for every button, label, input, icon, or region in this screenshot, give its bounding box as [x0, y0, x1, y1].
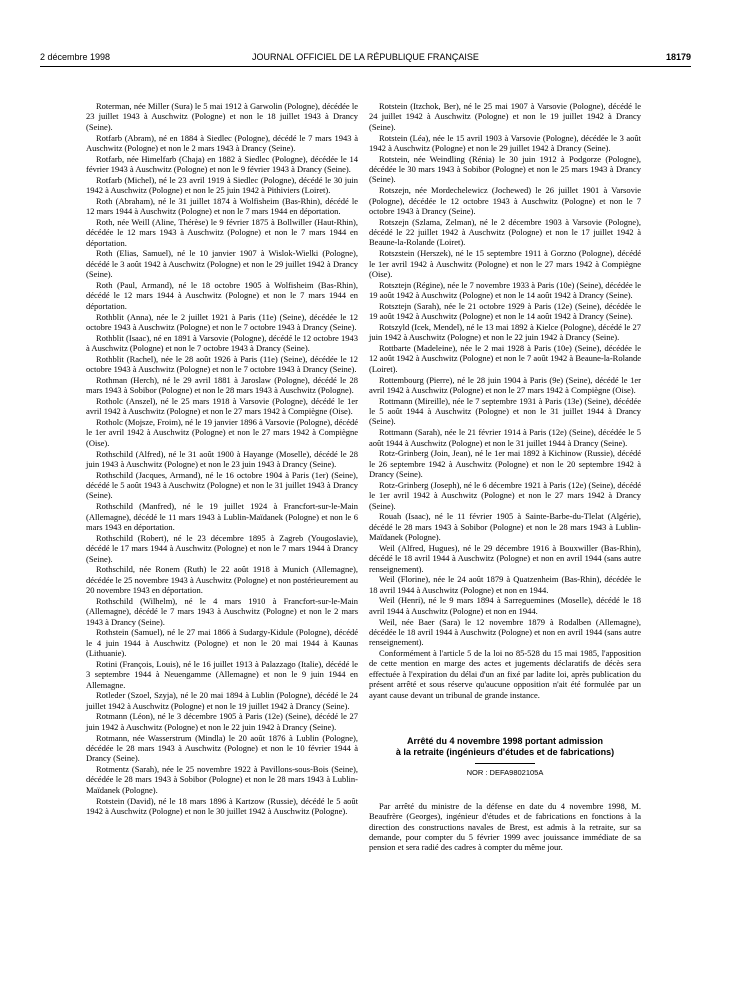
record-entry: Weil (Henri), né le 9 mars 1894 à Sarreguemines (Moselle), décédé le 18 avril 1944 à Auschwitz (Pologne) et non en 1944.	[369, 595, 641, 616]
record-entry: Rotszejn, née Mordechelewicz (Jochewed) le 26 juillet 1901 à Varsovie (Pologne), décédée le 12 octobre 1943 à Auschwitz (Pologne) et non le 7 octobre 1943 à Drancy (Seine).	[369, 185, 641, 216]
nor-text: NOR : DEFA9802105A	[466, 768, 544, 778]
record-entry: Rothschild (Manfred), né le 19 juillet 1924 à Francfort-sur-le-Main (Allemagne), décédé le 11 mars 1943 à Lublin-Maïdanek (Pologne) et non le 6 mars 1943 en déportation.	[86, 501, 358, 532]
record-entry: Roth (Abraham), né le 31 juillet 1874 à Wolfisheim (Bas-Rhin), décédé le 12 mars 1944 à Auschwitz (Pologne) et non le 7 mars 1944 en déportation.	[86, 195, 358, 217]
record-entry: Rottembourg (Pierre), né le 28 juin 1904 à Paris (9e) (Seine), décédé le 1er avril 1942 à Auschwitz (Pologne) et non le 27 mars 1942 à Compiègne (Oise).	[369, 374, 641, 395]
record-entry: Roterman, née Miller (Sura) le 5 mai 1912 à Garwolin (Pologne), décédée le 23 juillet 1943 à Auschwitz (Pologne) et non le 18 juillet 1943 à Drancy (Seine).	[86, 101, 358, 132]
left-column	[86, 101, 358, 817]
record-entry: Rotholc (Anszel), né le 25 mars 1918 à Varsovie (Pologne), décédé le 1er avril 1942 à Auschwitz (Pologne) et non le 27 mars 1942 à Compiègne (Oise).	[86, 395, 358, 417]
record-entry: Rotsztejn (Sarah), née le 21 octobre 1929 à Paris (12e) (Seine), décédée le 19 août 1942 à Auschwitz (Pologne) et non le 14 août 1942 à Drancy (Seine).	[369, 300, 641, 322]
page-header	[40, 52, 691, 66]
arrete-title-line-1: Arrêté du 4 novembre 1998 portant admission	[406, 736, 604, 747]
record-entry: Roth (Elias, Samuel), né le 10 janvier 1907 à Wislok-Wielki (Pologne), décédé le 3 août 1942 à Auschwitz (Pologne) et non le 29 juillet 1942 à Drancy (Seine).	[86, 248, 358, 280]
arrete-title	[369, 736, 641, 758]
record-entry: Rottmann (Mireille), née le 7 septembre 1931 à Paris (13e) (Seine), décédée le 5 août 1944 à Auschwitz (Pologne) et non le 31 juillet 1944 à Drancy (Seine).	[369, 395, 641, 427]
record-entry: Rotsztejn (Régine), née le 7 novembre 1933 à Paris (10e) (Seine), décédée le 19 août 1942 à Auschwitz (Pologne) et non le 14 août 1942 à Drancy (Seine).	[369, 279, 641, 301]
record-entry: Rothblit (Isaac), né en 1891 à Varsovie (Pologne), décédé le 12 octobre 1943 à Auschwitz (Pologne) et non le 7 octobre 1943 à Drancy (Seine).	[86, 332, 358, 354]
record-entry: Weil (Alfred, Hugues), né le 29 décembre 1916 à Bouxwiller (Bas-Rhin), décédé le 18 avril 1944 à Auschwitz (Pologne) et non en avril 1944 (sans autre renseignement).	[369, 542, 641, 574]
record-entry: Rotfarb (Abram), né en 1884 à Siedlec (Pologne), décédé le 7 mars 1943 à Auschwitz (Pologne) et non le 2 mars 1943 à Drancy (Seine).	[86, 132, 358, 153]
record-entry: Rotstein (David), né le 18 mars 1896 à Kartzow (Russie), décédé le 5 août 1942 à Auschwitz (Pologne) et non le 30 juillet 1942 à Auschwitz (Pologne).	[86, 795, 358, 816]
header-title: JOURNAL OFFICIEL DE LA RÉPUBLIQUE FRANÇAISE	[252, 52, 479, 62]
record-entry: Weil (Florine), née le 24 août 1879 à Quatzenheim (Bas-Rhin), décédée le 18 avril 1944 à Auschwitz (Pologne) et non en 1944.	[369, 574, 641, 595]
header-rule	[40, 66, 691, 67]
header-page-number: 18179	[665, 52, 691, 62]
record-entry: Rothblit (Anna), née le 2 juillet 1921 à Paris (11e) (Seine), décédée le 12 octobre 1943 à Auschwitz (Pologne) et non le 7 octobre 1943 à Drancy (Seine).	[86, 311, 358, 332]
record-entry: Rotszstein (Herszek), né le 15 septembre 1911 à Gorzno (Pologne), décédé le 1er avril 1942 à Auschwitz (Pologne) et non le 27 mars 1942 à Compiègne (Oise).	[369, 248, 641, 279]
arrete-title-line-2: à la retraite (ingénieurs d'études et de fabrications)	[395, 747, 615, 758]
record-entry: Rotfarb, née Himelfarb (Chaja) en 1882 à Siedlec (Pologne), décédée le 14 février 1943 à Auschwitz (Pologne) et non le 9 février 1943 à Drancy (Seine).	[86, 153, 358, 175]
record-entry: Rotszejn (Szlama, Zelman), né le 2 décembre 1903 à Varsovie (Pologne), décédé le 22 juillet 1942 à Auschwitz (Pologne) et non le 17 juillet 1942 à Beaune-la-Rolande (Loiret).	[369, 216, 641, 248]
record-entry: Rothstein (Samuel), né le 27 mai 1866 à Sudargy-Kidule (Pologne), décédé le 4 juin 1944 à Auschwitz (Pologne) et non le 20 mai 1944 à Kaunas (Lithuanie).	[86, 627, 358, 659]
record-entry: Rotstein, née Weindling (Rénia) le 30 juin 1912 à Podgorze (Pologne), décédée le 30 mars 1943 à Sobibor (Pologne) et non le 25 mars 1943 à Drancy (Seine).	[369, 153, 641, 185]
record-entry: Rotfarb (Michel), né le 23 avril 1919 à Siedlec (Pologne), décédé le 30 juin 1942 à Auschwitz (Pologne) et non le 25 juin 1942 à Pithiviers (Loiret).	[86, 174, 358, 196]
record-entry: Rothman (Herch), né le 29 avril 1881 à Jaroslaw (Pologne), décédé le 28 mars 1943 à Sobibor (Pologne) et non le 28 mars 1943 à Auschwitz (Pologne).	[86, 374, 358, 396]
record-entry: Rotszyld (Icek, Mendel), né le 13 mai 1892 à Kielce (Pologne), décédé le 27 juin 1942 à Auschwitz (Pologne) et non le 22 juin 1942 à Drancy (Seine).	[369, 321, 641, 343]
record-entry: Rotz-Grinberg (Joseph), né le 6 décembre 1921 à Paris (12e) (Seine), décédé le 1er avril 1942 à Auschwitz (Pologne) et non le 27 mars 1942 à Drancy (Seine).	[369, 479, 641, 511]
record-entry: Rotstein (Itzchok, Ber), né le 25 mai 1907 à Varsovie (Pologne), décédé le 24 juillet 1942 à Auschwitz (Pologne) et non le 19 juillet 1942 à Drancy (Seine).	[369, 101, 641, 132]
record-entry: Rothschild (Jacques, Armand), né le 16 octobre 1904 à Paris (1er) (Seine), décédé le 5 août 1943 à Auschwitz (Pologne) et non le 31 juillet 1943 à Drancy (Seine).	[86, 469, 358, 501]
record-entry: Rotmann (Léon), né le 3 décembre 1905 à Paris (12e) (Seine), décédé le 27 juin 1942 à Auschwitz (Pologne) et non le 22 juin 1942 à Drancy (Seine).	[86, 711, 358, 732]
record-entry: Rotz-Grinberg (Join, Jean), né le 1er mai 1892 à Kichinow (Russie), décédé le 26 septembre 1942 à Auschwitz (Pologne) et non le 20 septembre 1942 à Drancy (Seine).	[369, 448, 641, 480]
record-entry: Rotmann, née Wasserstrum (Mindla) le 20 août 1876 à Lublin (Pologne), décédée le 28 mars 1943 à Auschwitz (Pologne) et non le 10 février 1944 à Drancy (Seine).	[86, 732, 358, 764]
record-entry: Rouah (Isaac), né le 11 février 1905 à Sainte-Barbe-du-Tlelat (Algérie), décédé le 28 mars 1943 à Sobibor (Pologne) et non le 28 mars 1943 à Lublin-Maïdanek (Pologne).	[369, 511, 641, 543]
arrete-body: Par arrêté du ministre de la défense en date du 4 novembre 1998, M. Beaufrère (Georges), ingénieur d'études et de fabrications en fonctions à la direction des constructions navales de Brest, est admis à la retraite, sur sa demande, pour compter du 5 février 1999 avec jouissance immédiate de sa pension et sera radié des cadres à compter du même jour.	[369, 800, 641, 853]
record-entry: Rothschild (Robert), né le 23 décembre 1895 à Zagreb (Yougoslavie), décédé le 17 mars 1944 à Auschwitz (Pologne) et non le 7 mars 1944 à Drancy (Seine).	[86, 532, 358, 564]
record-entry: Rotholc (Mojsze, Froim), né le 19 janvier 1896 à Varsovie (Pologne), décédé le 1er avril 1942 à Auschwitz (Pologne) et non le 27 mars 1942 à Compiègne (Oise).	[86, 417, 358, 448]
record-entry: Rotleder (Szoel, Szyja), né le 20 mai 1894 à Lublin (Pologne), décédé le 24 juillet 1942 à Auschwitz (Pologne) et non le 19 juillet 1942 à Drancy (Seine).	[86, 690, 358, 711]
record-entry: Roth, née Weill (Aline, Thérèse) le 9 février 1875 à Bollwiller (Haut-Rhin), décédée le 12 mars 1943 à Auschwitz (Pologne) et non le 7 mars 1944 en déportation.	[86, 216, 358, 248]
record-entry: Rottbarte (Madeleine), née le 2 mai 1928 à Paris (10e) (Seine), décédée le 12 août 1942 à Auschwitz (Pologne) et non le 7 août 1942 à Beaune-la-Rolande (Loiret).	[369, 343, 641, 374]
section-spacer	[369, 700, 641, 736]
nor-reference	[369, 763, 641, 778]
record-entry: Rothblit (Rachel), née le 28 août 1926 à Paris (11e) (Seine), décédée le 12 octobre 1943 à Auschwitz (Pologne) et non le 7 octobre 1943 à Drancy (Seine).	[86, 353, 358, 375]
record-entry: Rotstein (Léa), née le 15 avril 1903 à Varsovie (Pologne), décédée le 3 août 1942 à Auschwitz (Pologne) et non le 29 juillet 1942 à Drancy (Seine).	[369, 132, 641, 153]
right-column-entries	[369, 101, 641, 700]
record-entry: Roth (Paul, Armand), né le 18 octobre 1905 à Wolfisheim (Bas-Rhin), décédé le 12 mars 1944 à Auschwitz (Pologne) et non le 7 mars 1944 en déportation.	[86, 279, 358, 311]
nor-divider	[475, 763, 535, 764]
record-entry: Rotmentz (Sarah), née le 25 novembre 1922 à Pavillons-sous-Bois (Seine), décédée le 28 mars 1943 à Sobibor (Pologne) et non le 28 mars 1943 à Lublin-Maïdanek (Pologne).	[86, 764, 358, 795]
record-entry: Conformément à l'article 5 de la loi no 85-528 du 15 mai 1985, l'apposition de cette mention en marge des actes et jugements déclaratifs de décès sera effectuée à l'expiration du délai d'un an fixé par ladite loi, après publication du présent arrêté et sous réserve qu'aucune opposition n'ait été formulée par un ayant cause devant un tribunal de grande instance.	[369, 648, 641, 700]
right-column	[369, 101, 641, 853]
record-entry: Rothschild, née Ronem (Ruth) le 22 août 1918 à Munich (Allemagne), décédée le 25 novembre 1943 à Auschwitz (Pologne) et non postérieurement au 20 novembre 1943 en déportation.	[86, 564, 358, 596]
record-entry: Weil, née Baer (Sara) le 12 novembre 1879 à Rodalben (Allemagne), décédée le 18 avril 1944 à Auschwitz (Pologne) et non en avril 1944 (sans autre renseignement).	[369, 616, 641, 648]
record-entry: Rottmann (Sarah), née le 21 février 1914 à Paris (12e) (Seine), décédée le 5 août 1944 à Auschwitz (Pologne) et non le 31 juillet 1944 à Drancy (Seine).	[369, 427, 641, 448]
record-entry: Rotini (François, Louis), né le 16 juillet 1913 à Palazzago (Italie), décédé le 3 septembre 1944 à Neuengamme (Allemagne) et non le 9 juin 1944 en Allemagne.	[86, 658, 358, 690]
header-date: 2 décembre 1998	[40, 52, 111, 62]
record-entry: Rothschild (Wilhelm), né le 4 mars 1910 à Francfort-sur-le-Main (Allemagne), décédé le 7 mars 1943 à Auschwitz (Pologne) et non le 2 mars 1943 à Drancy (Seine).	[86, 595, 358, 627]
record-entry: Rothschild (Alfred), né le 31 août 1900 à Hayange (Moselle), décédé le 28 juin 1943 à Auschwitz (Pologne) et non le 23 juin 1943 à Drancy (Seine).	[86, 448, 358, 469]
